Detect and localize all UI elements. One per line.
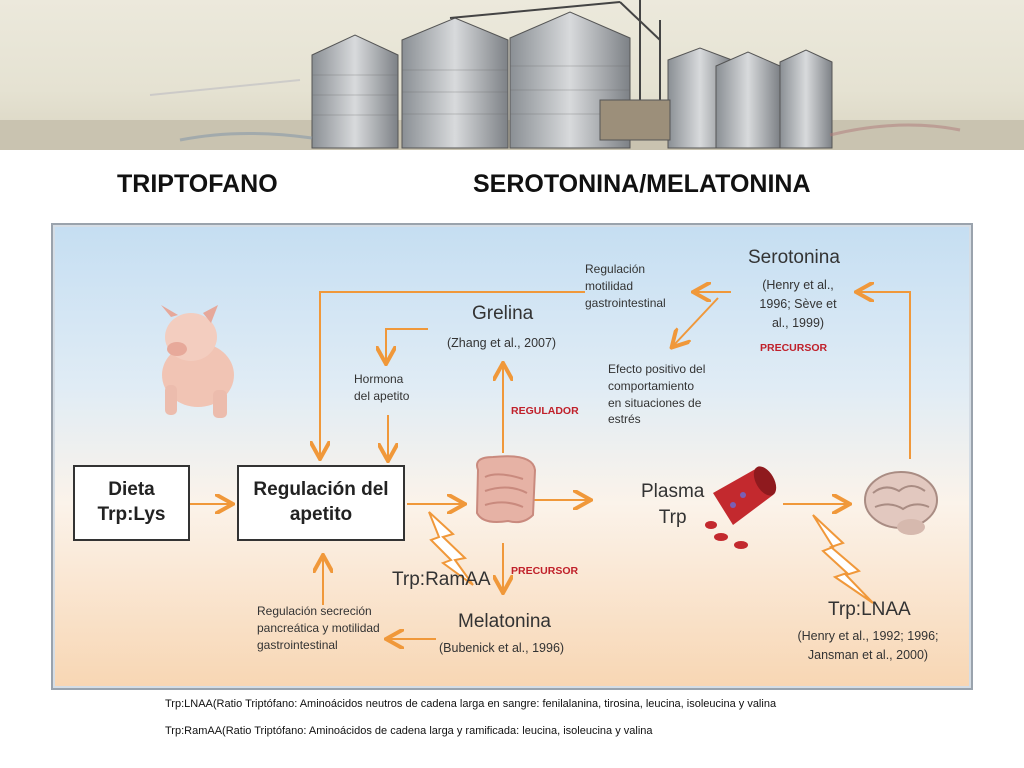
dieta-label: Dieta [108, 479, 155, 501]
melatonina-label: Melatonina [458, 611, 551, 632]
trp-lnaa-label: Trp:LNAA [828, 599, 911, 620]
trp-lnaa-citation: (Henry et al., 1992; 1996; Jansman et al., 2000) [797, 629, 939, 663]
brain-icon [865, 472, 937, 535]
regulador-tag: REGULADOR [511, 405, 579, 417]
regulacion-motilidad-text: Regulación motilidad gastrointestinal [585, 262, 666, 310]
serotonina-precursor-tag: PRECURSOR [760, 342, 828, 354]
pig-icon [161, 305, 234, 418]
footnote-trp-lnaa: Trp:LNAA(Ratio Triptófano: Aminoácidos neutros de cadena larga en sangre: fenilalanina, tirosina, leucina, isoleucina y valina [165, 698, 777, 710]
grelina-citation: (Zhang et al., 2007) [447, 336, 557, 350]
blood-vessel-icon [705, 463, 781, 549]
diagram-panel [51, 223, 973, 690]
footnote-trp-ramaa: Trp:RamAA(Ratio Triptófano: Aminoácidos de cadena larga y ramificada: leucina, isoleucina y valina [165, 725, 653, 737]
title-triptofano: TRIPTOFANO [117, 170, 278, 198]
plasma-trp-label: Plasma Trp [641, 481, 705, 528]
grelina-label: Grelina [472, 303, 534, 324]
lightning-icon [813, 515, 873, 603]
regulacion-label: Regulación del [253, 479, 389, 501]
serotonina-citation: (Henry et al., 1996; Sève et al., 1999) [759, 278, 837, 330]
title-serotonina-melatonina: SEROTONINA/MELATONINA [473, 170, 811, 198]
silo-shape [312, 12, 832, 148]
melatonina-citation: (Bubenick et al., 1996) [439, 641, 565, 655]
efecto-positivo-text: Efecto positivo del comportamiento en situaciones de estrés [608, 362, 706, 427]
dieta-box [73, 465, 190, 541]
hormona-text: Hormona del apetito [354, 372, 410, 403]
silos-banner-image [0, 0, 1024, 150]
intestine-icon [477, 456, 535, 522]
trp-ramaa-label: Trp:RamAA [392, 569, 491, 590]
melatonina-precursor-tag: PRECURSOR [511, 565, 579, 577]
trp-lys-label: Trp:Lys [97, 504, 166, 525]
regulacion-secrecion-text: Regulación secreción pancreática y motilidad gastrointestinal [257, 604, 380, 652]
apetito-label: apetito [289, 504, 353, 525]
regulacion-apetito-box [237, 465, 405, 541]
serotonina-label: Serotonina [748, 247, 840, 268]
